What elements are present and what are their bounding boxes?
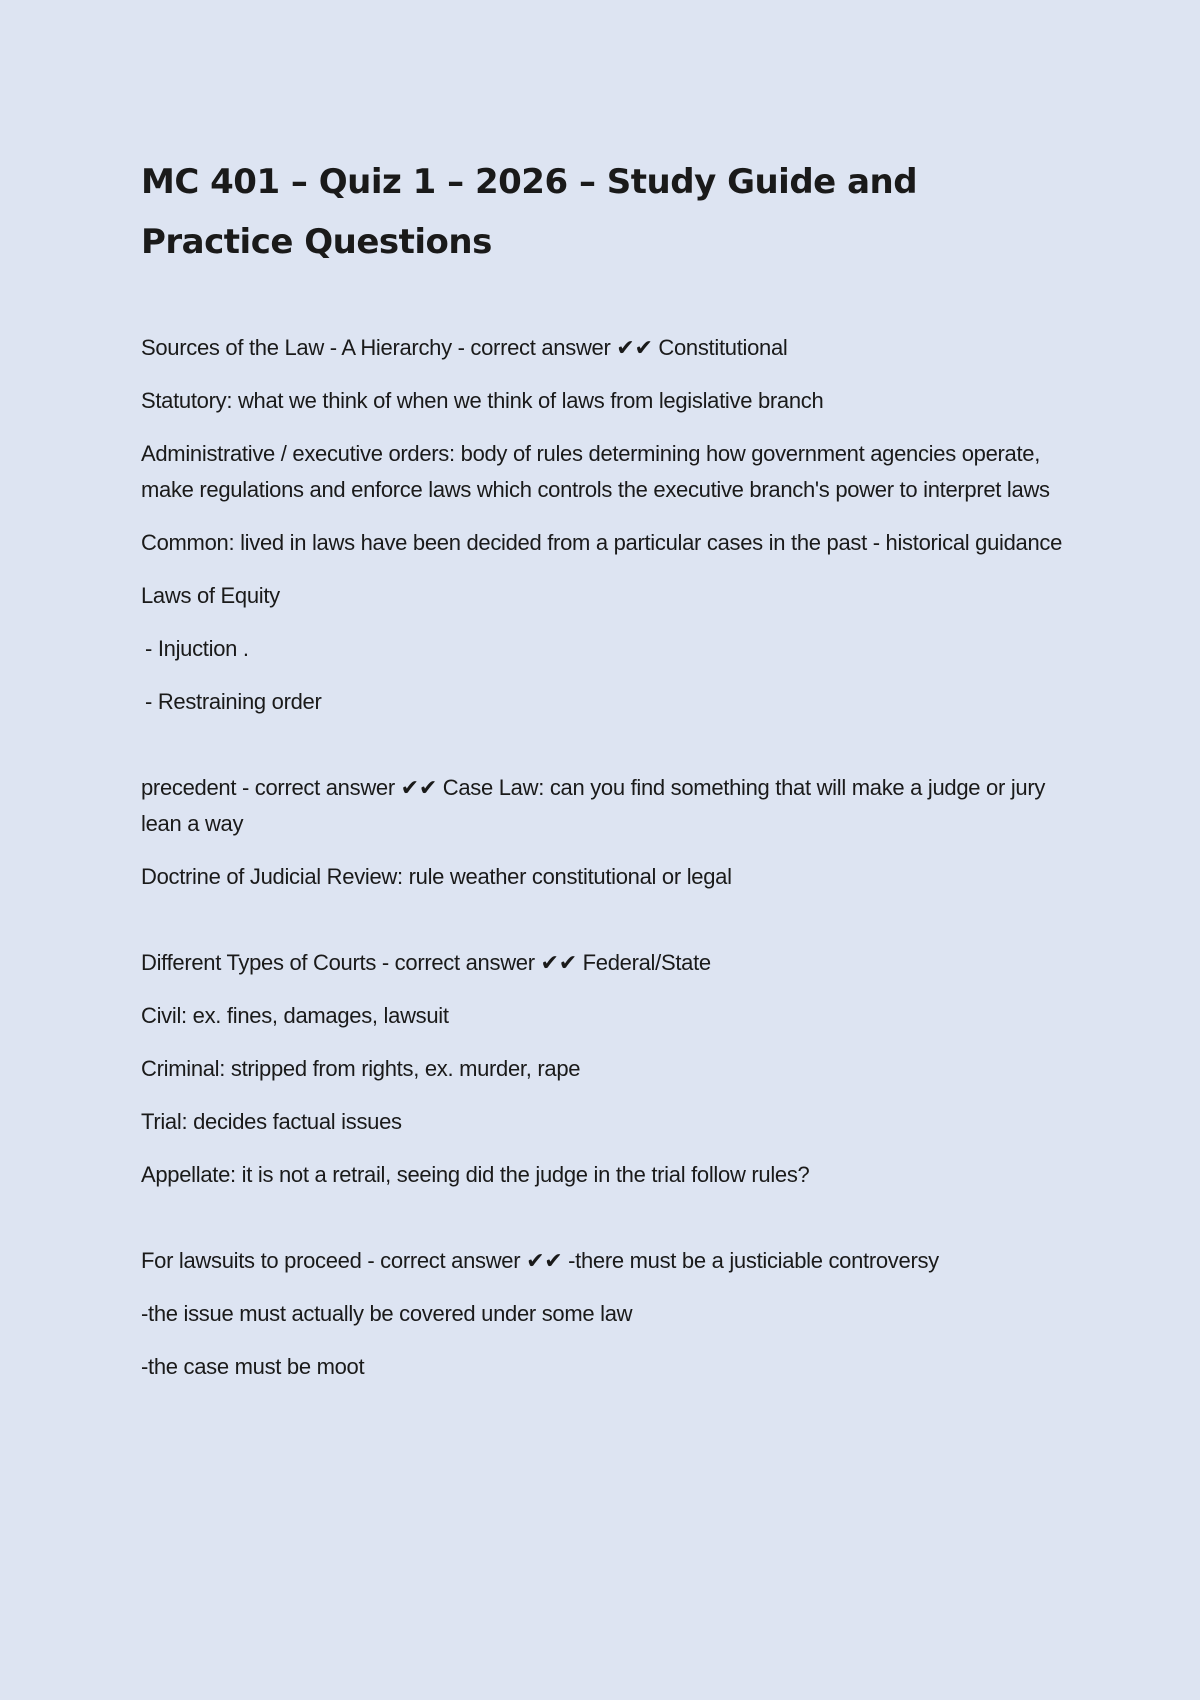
list-item: - Restraining order	[145, 689, 322, 714]
qa-question-precedent: precedent - correct answer ✔✔ Case Law: can you find something that will make a judge or jury lean a way	[141, 775, 1046, 836]
section-lawsuits-proceed	[141, 1243, 1070, 1385]
qa-question-types-of-courts: Different Types of Courts - correct answer ✔✔ Federal/State	[141, 950, 711, 975]
text-line: Criminal: stripped from rights, ex. murder, rape	[141, 1056, 581, 1081]
text-line: Doctrine of Judicial Review: rule weather constitutional or legal	[141, 864, 732, 889]
text-line: Statutory: what we think of when we think of laws from legislative branch	[141, 388, 824, 413]
text-line: Trial: decides factual issues	[141, 1109, 402, 1134]
page-title: MC 401 – Quiz 1 – 2026 – Study Guide and Practice Questions	[141, 162, 918, 262]
text-line: Civil: ex. fines, damages, lawsuit	[141, 1003, 449, 1028]
text-line: -the case must be moot	[141, 1354, 365, 1379]
text-line: Appellate: it is not a retrail, seeing did the judge in the trial follow rules?	[141, 1162, 810, 1187]
section-sources-of-law	[141, 330, 1070, 720]
section-precedent	[141, 770, 1070, 895]
text-line: Common: lived in laws have been decided from a particular cases in the past - historical guidance	[141, 530, 1063, 555]
qa-question-sources-of-law: Sources of the Law - A Hierarchy - correct answer ✔✔ Constitutional	[141, 335, 788, 360]
qa-question-lawsuits-proceed: For lawsuits to proceed - correct answer ✔✔ -there must be a justiciable controversy	[141, 1248, 939, 1273]
section-types-of-courts	[141, 945, 1070, 1193]
text-line: -the issue must actually be covered under some law	[141, 1301, 633, 1326]
text-line: Laws of Equity	[141, 583, 280, 608]
list-item: - Injuction .	[145, 636, 249, 661]
text-line: Administrative / executive orders: body of rules determining how government agencies operate, make regulations and enforce laws which controls the executive branch's power to interpret laws	[141, 441, 1050, 502]
